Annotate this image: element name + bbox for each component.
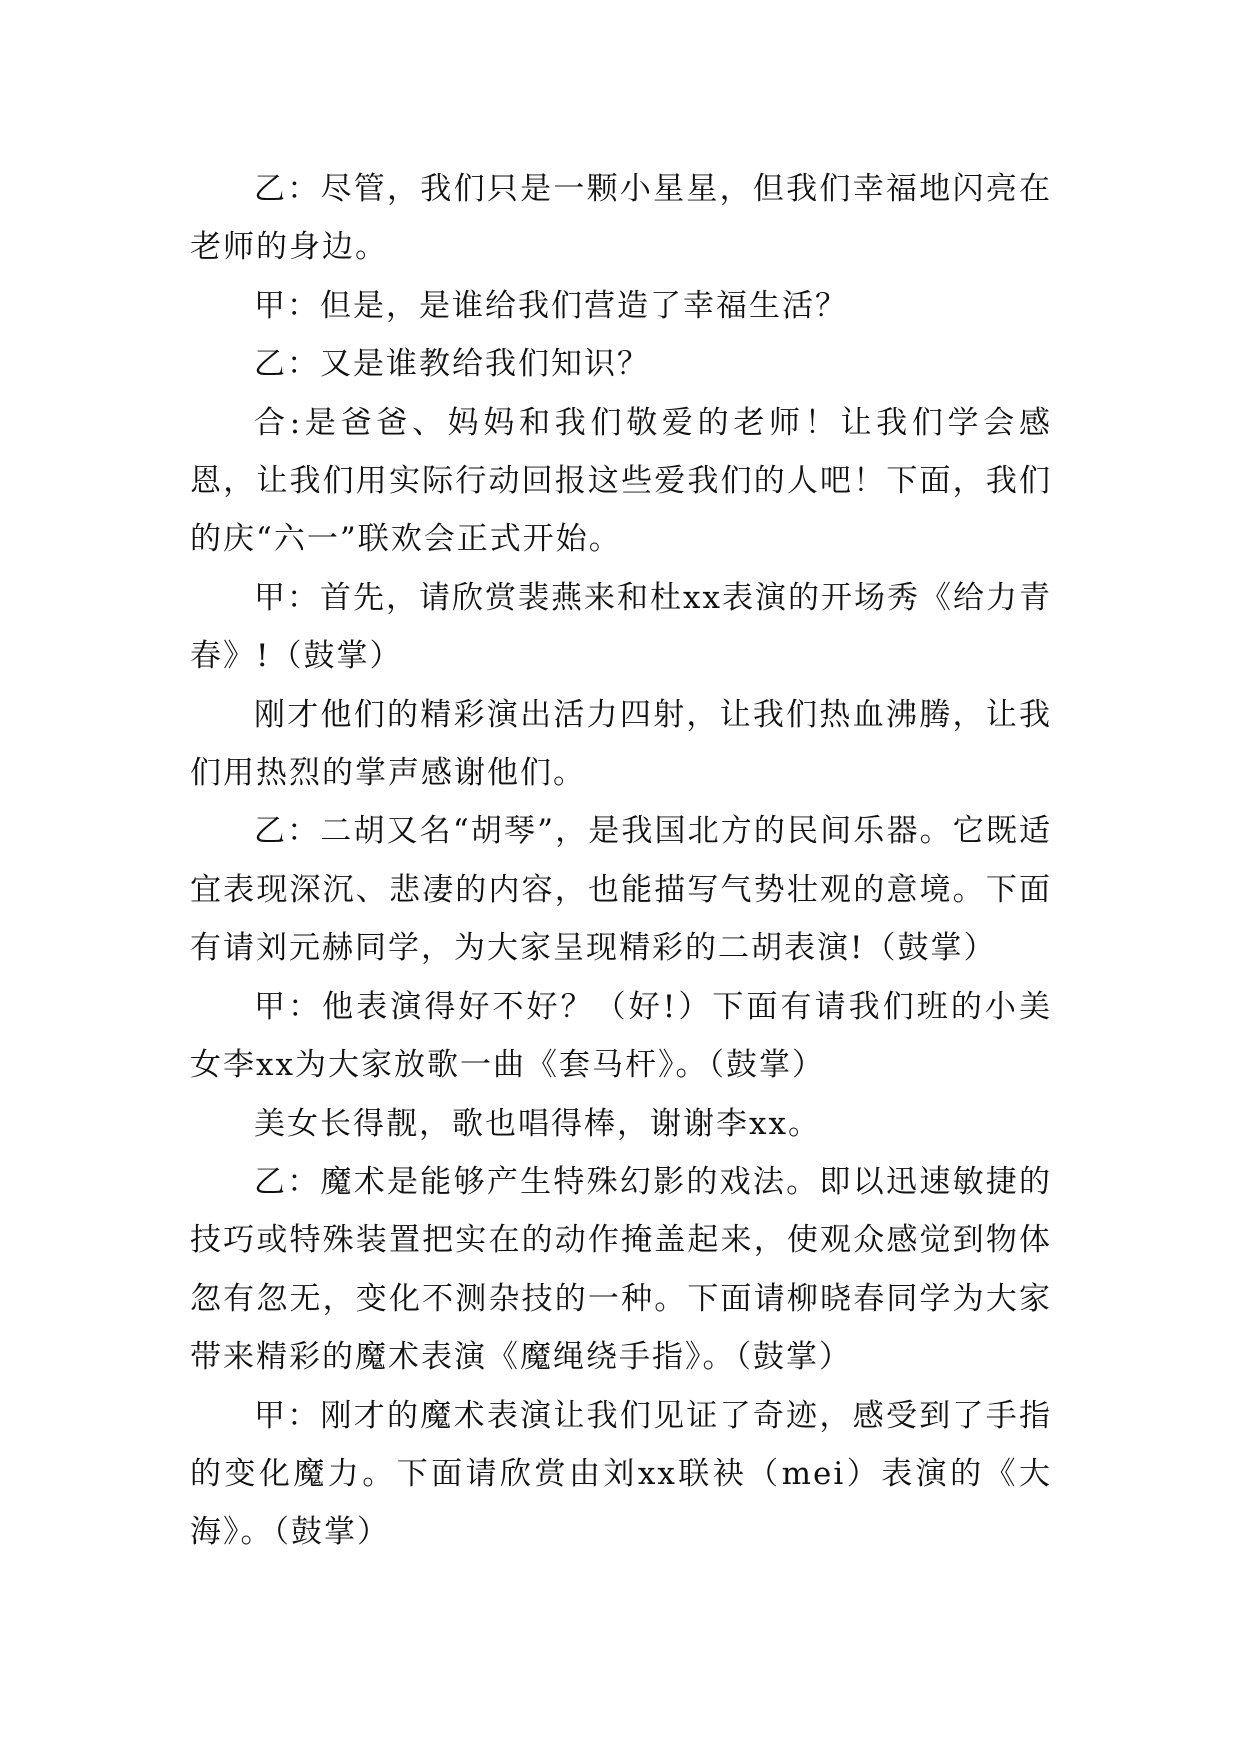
paragraph: 合:是爸爸、妈妈和我们敬爱的老师！让我们学会感恩，让我们用实际行动回报这些爱我们的人吧！下面，我们的庆“六一”联欢会正式开始。 — [190, 404, 1052, 558]
document-body — [190, 160, 1052, 1562]
paragraph: 刚才他们的精彩演出活力四射，让我们热血沸腾，让我们用热烈的掌声感谢他们。 — [190, 696, 1052, 792]
paragraph: 乙：二胡又名“胡琴”，是我国北方的民间乐器。它既适宜表现深沉、悲凄的内容，也能描写气势壮观的意境。下面有请刘元赫同学，为大家呈现精彩的二胡表演!（鼓掌） — [190, 813, 1052, 967]
paragraph: 美女长得靓，歌也唱得棒，谢谢李xx。 — [254, 1105, 821, 1142]
paragraph: 甲：他表演得好不好？（好!）下面有请我们班的小美女李xx为大家放歌一曲《套马杆》。（鼓掌） — [190, 988, 1052, 1084]
paragraph: 乙：又是谁教给我们知识？ — [254, 346, 650, 383]
paragraph: 乙：魔术是能够产生特殊幻影的戏法。即以迅速敏捷的技巧或特殊装置把实在的动作掩盖起来，使观众感觉到物体忽有忽无，变化不测杂技的一种。下面请柳晓春同学为大家带来精彩的魔术表演《魔绳绕手指》。（鼓掌） — [190, 1163, 1052, 1376]
paragraph: 甲：首先，请欣赏裴燕来和杜xx表演的开场秀《给力青春》!（鼓掌） — [190, 579, 1052, 675]
paragraph: 乙：尽管，我们只是一颗小星星，但我们幸福地闪亮在老师的身边。 — [190, 171, 1052, 266]
paragraph: 甲：但是，是谁给我们营造了幸福生活？ — [254, 287, 848, 324]
paragraph: 甲：刚才的魔术表演让我们见证了奇迹，感受到了手指的变化魔力。下面请欣赏由刘xx联袂（mei）表演的《大海》。（鼓掌） — [190, 1397, 1052, 1551]
